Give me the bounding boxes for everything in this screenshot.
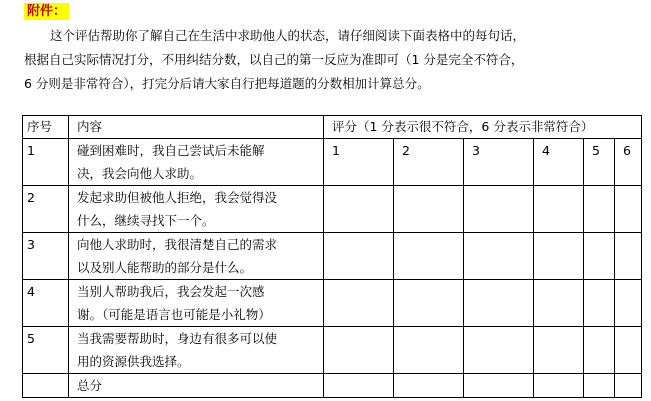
score-option-2[interactable]: 2 [394,139,464,186]
intro-paragraph [24,24,646,96]
row-content [69,186,324,233]
row-content-line: 谢。（可能是语言也可能是小礼物） [77,307,271,322]
score-cell[interactable] [584,327,615,374]
score-cell[interactable] [615,186,642,233]
row-content-line: 决，我会向他人求助。 [77,166,203,181]
score-cell[interactable] [464,327,534,374]
total-score-cell[interactable] [534,374,584,398]
header-content: 内容 [69,116,324,139]
row-content-line: 用的资源供我选择。 [77,354,190,369]
score-cell[interactable] [394,280,464,327]
intro-line-2: 根据自己实际情况打分，不用纠结分数，以自己的第一反应为准即可（1 分是完全不符合， [24,52,524,67]
total-score-cell[interactable] [615,374,642,398]
score-cell[interactable] [615,327,642,374]
score-cell[interactable] [534,186,584,233]
row-content-line: 碰到困难时，我自己尝试后未能解 [77,143,265,158]
score-cell[interactable] [394,327,464,374]
row-content [69,233,324,280]
score-cell[interactable] [615,280,642,327]
total-score-cell[interactable] [584,374,615,398]
score-option-5[interactable]: 5 [584,139,615,186]
table-header-row [23,116,642,139]
score-cell[interactable] [324,327,394,374]
total-row [23,374,642,398]
row-content [69,327,324,374]
table-row [23,327,642,374]
row-seq: 3 [23,233,69,280]
row-content-line: 发起求助但被他人拒绝，我会觉得没 [77,190,278,205]
header-score: 评分（1 分表示很不符合，6 分表示非常符合） [324,116,642,139]
row-content [69,280,324,327]
score-cell[interactable] [615,233,642,280]
row-content-line: 什么，继续寻找下一个。 [77,213,215,228]
score-option-3[interactable]: 3 [464,139,534,186]
score-cell[interactable] [324,280,394,327]
score-cell[interactable] [534,233,584,280]
table-row [23,280,642,327]
assessment-table [22,115,642,398]
score-cell[interactable] [394,233,464,280]
row-content-line: 当我需要帮助时，身边有很多可以使 [77,331,278,346]
score-cell[interactable] [584,233,615,280]
score-cell[interactable] [584,280,615,327]
score-cell[interactable] [324,233,394,280]
score-option-4[interactable]: 4 [534,139,584,186]
total-score-cell[interactable] [464,374,534,398]
row-seq: 1 [23,139,69,186]
score-cell[interactable] [464,233,534,280]
score-cell[interactable] [584,186,615,233]
row-content-line: 当别人帮助我后，我会发起一次感 [77,284,265,299]
intro-line-3: 6 分则是非常符合），打完分后请大家自行把每道题的分数相加计算总分。 [24,76,430,91]
score-cell[interactable] [464,186,534,233]
row-seq: 4 [23,280,69,327]
score-option-6[interactable]: 6 [615,139,642,186]
row-content-line: 以及别人能帮助的部分是什么。 [77,260,253,275]
row-seq: 2 [23,186,69,233]
score-cell[interactable] [464,280,534,327]
table-row [23,233,642,280]
total-score-cell[interactable] [394,374,464,398]
total-label: 总分 [69,374,324,398]
total-score-cell[interactable] [324,374,394,398]
total-seq-cell [23,374,69,398]
table-row [23,139,642,186]
table-row [23,186,642,233]
intro-line-1: 这个评估帮助你了解自己在生活中求助他人的状态，请仔细阅读下面表格中的每句话， [50,28,526,43]
score-cell[interactable] [534,327,584,374]
row-seq: 5 [23,327,69,374]
header-seq: 序号 [23,116,69,139]
row-content-line: 向他人求助时，我很清楚自己的需求 [77,237,278,252]
score-cell[interactable] [324,186,394,233]
score-option-1[interactable]: 1 [324,139,394,186]
score-cell[interactable] [394,186,464,233]
row-content [69,139,324,186]
attachment-label: 附件： [24,3,69,20]
score-cell[interactable] [534,280,584,327]
